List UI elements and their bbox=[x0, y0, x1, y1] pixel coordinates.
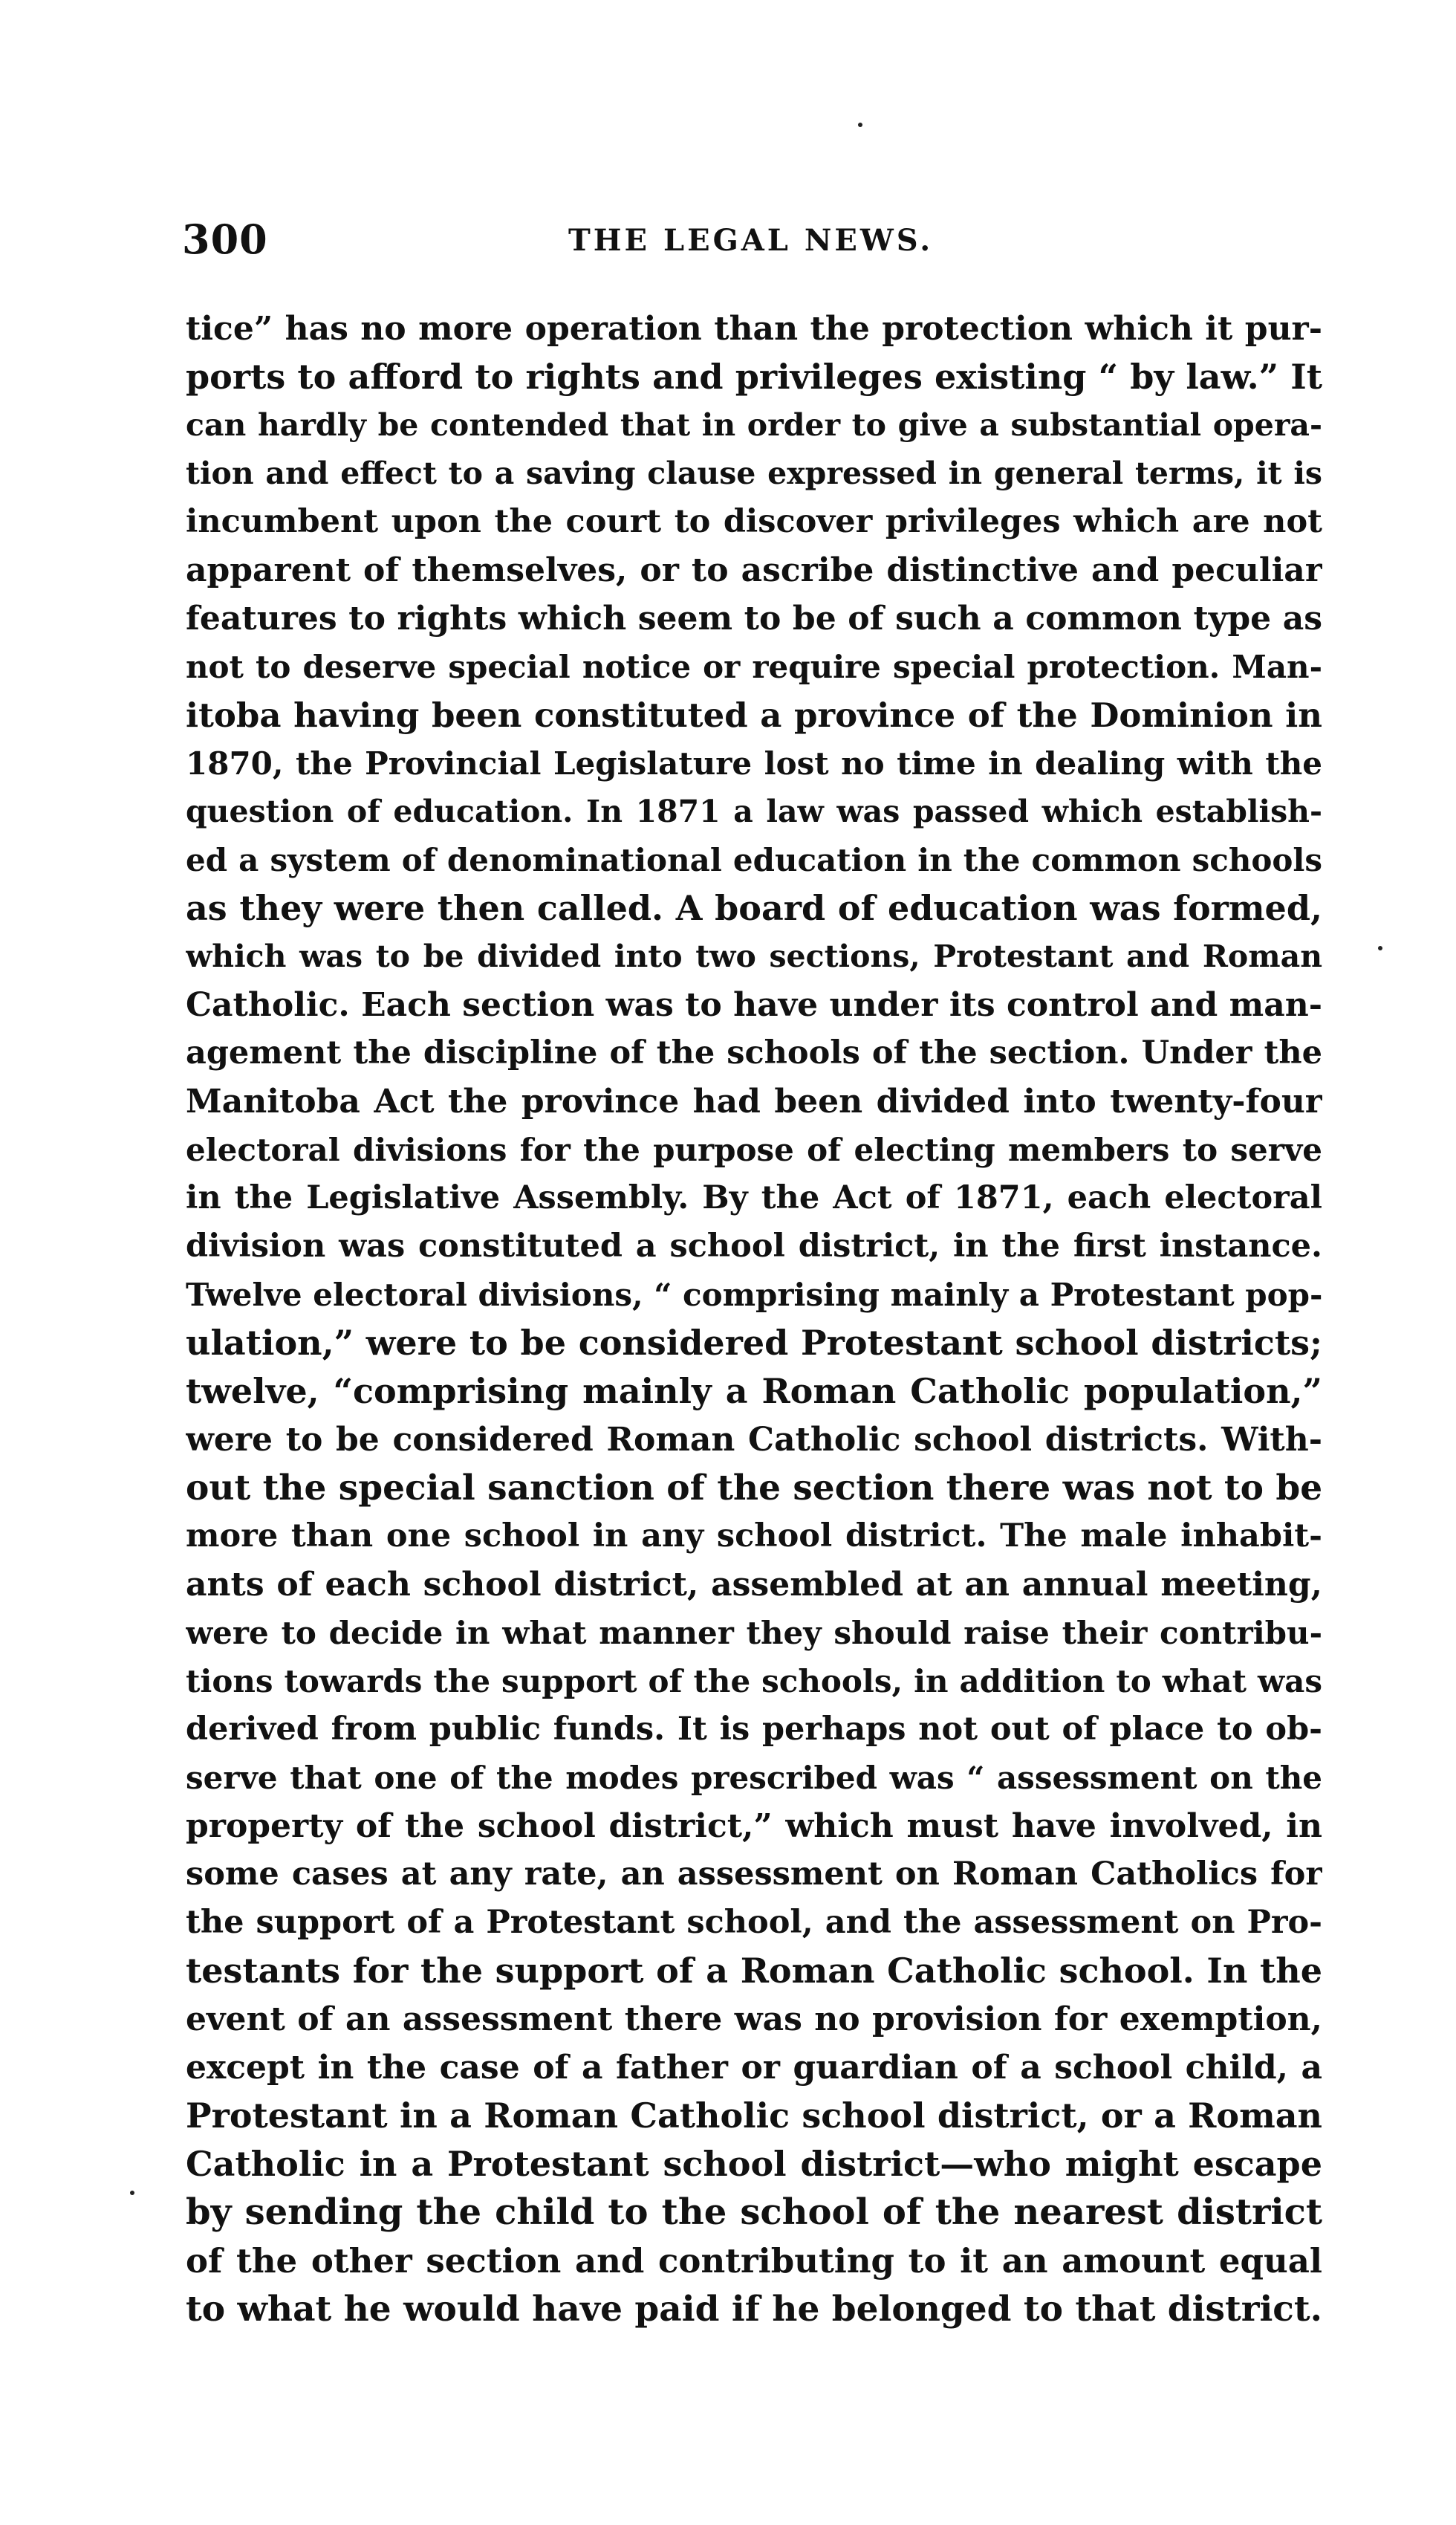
running-head: THE LEGAL NEWS. bbox=[568, 223, 934, 258]
page-number: 300 bbox=[182, 215, 268, 263]
text-line: property of the school district,” which must have involved, in bbox=[186, 1807, 1322, 1845]
text-line: twelve, “comprising mainly a Roman Catholic population,” bbox=[186, 1371, 1322, 1411]
text-line: can hardly be contended that in order to give a substantial opera- bbox=[186, 407, 1322, 443]
text-line: some cases at any rate, an assessment on Roman Catholics for bbox=[186, 1855, 1322, 1893]
text-line: division was constituted a school district, in the first instance. bbox=[186, 1228, 1322, 1265]
text-line: were to decide in what manner they should raise their contribu- bbox=[186, 1615, 1322, 1651]
print-speck bbox=[130, 2191, 134, 2195]
text-line: Catholic. Each section was to have under its control and man- bbox=[186, 986, 1322, 1024]
text-line: tion and effect to a saving clause expressed in general terms, it is bbox=[186, 456, 1322, 491]
text-line: out the special sanction of the section there was not to be bbox=[186, 1468, 1322, 1508]
text-line: Protestant in a Roman Catholic school district, or a Roman bbox=[186, 2095, 1322, 2136]
text-line: serve that one of the modes prescribed was “ assessment on the bbox=[186, 1760, 1322, 1796]
text-line: in the Legislative Assembly. By the Act of 1871, each electoral bbox=[186, 1179, 1322, 1216]
text-line: more than one school in any school district. The male inhabit- bbox=[186, 1517, 1322, 1555]
text-line: electoral divisions for the purpose of electing members to serve bbox=[186, 1132, 1322, 1168]
text-line: not to deserve special notice or require special protection. Man- bbox=[186, 649, 1322, 685]
text-line: incumbent upon the court to discover privileges which are not bbox=[186, 503, 1322, 540]
text-line: 1870, the Provincial Legislature lost no time in dealing with the bbox=[186, 745, 1322, 782]
text-line: Catholic in a Protestant school district—who might escape bbox=[186, 2144, 1322, 2184]
text-line: ed a system of denominational education in the common schools bbox=[186, 842, 1322, 878]
text-line: were to be considered Roman Catholic school districts. With- bbox=[186, 1421, 1322, 1459]
text-line: which was to be divided into two sections, Protestant and Roman bbox=[186, 939, 1322, 974]
text-line: the support of a Protestant school, and the assessment on Pro- bbox=[186, 1904, 1322, 1941]
text-line: by sending the child to the school of the nearest district bbox=[186, 2191, 1322, 2233]
text-line: apparent of themselves, or to ascribe distinctive and peculiar bbox=[186, 551, 1322, 589]
text-line: except in the case of a father or guardian of a school child, a bbox=[186, 2049, 1322, 2087]
text-line: as they were then called. A board of education was formed, bbox=[186, 888, 1322, 928]
text-line: ulation,” were to be considered Protestant school districts; bbox=[186, 1323, 1322, 1363]
text-line: derived from public funds. It is perhaps not out of place to ob- bbox=[186, 1711, 1322, 1748]
text-line: ants of each school district, assembled at an annual meeting, bbox=[186, 1566, 1322, 1604]
text-line: testants for the support of a Roman Catholic school. In the bbox=[186, 1951, 1322, 1991]
text-line: Manitoba Act the province had been divided into twenty-four bbox=[186, 1083, 1322, 1121]
text-line: tice” has no more operation than the protection which it pur- bbox=[186, 310, 1322, 348]
print-speck bbox=[858, 123, 862, 127]
print-speck bbox=[1378, 946, 1382, 950]
text-line: tions towards the support of the schools, in addition to what was bbox=[186, 1663, 1322, 1699]
text-line: Twelve electoral divisions, “ comprising mainly a Protestant pop- bbox=[186, 1277, 1322, 1313]
text-line: ports to afford to rights and privileges existing “ by law.” It bbox=[186, 357, 1322, 397]
text-line: to what he would have paid if he belonged to that district. bbox=[186, 2289, 1322, 2330]
body-text bbox=[186, 305, 1322, 2333]
text-line: agement the discipline of the schools of the section. Under the bbox=[186, 1034, 1322, 1072]
page-header bbox=[182, 215, 1307, 268]
text-line: event of an assessment there was no provision for exemption, bbox=[186, 2000, 1322, 2038]
text-line: of the other section and contributing to it an amount equal bbox=[186, 2241, 1322, 2281]
text-line: question of education. In 1871 a law was passed which establish- bbox=[186, 794, 1322, 829]
text-line: features to rights which seem to be of such a common type as bbox=[186, 600, 1322, 638]
text-line: itoba having been constituted a province of the Dominion in bbox=[186, 696, 1322, 735]
